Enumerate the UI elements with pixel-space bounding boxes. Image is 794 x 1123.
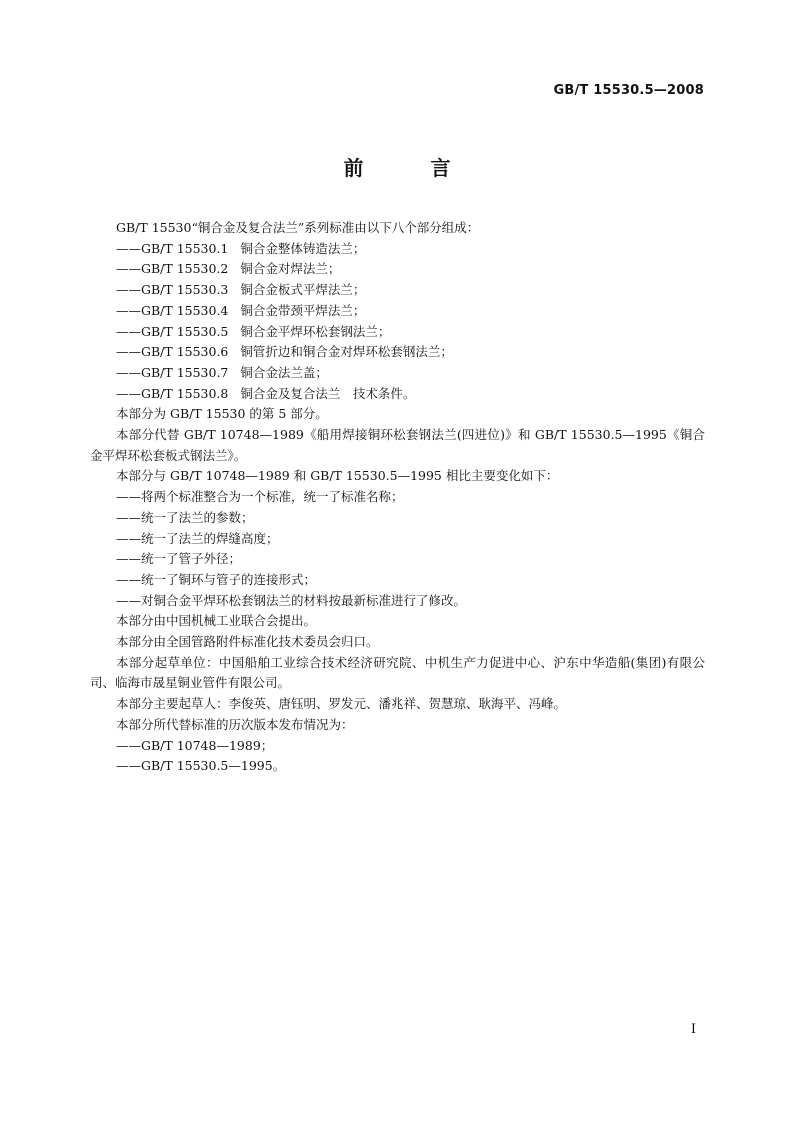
part-item: [90, 301, 705, 322]
drafting-units-paragraph: 本部分起草单位：中国船舶工业综合技术经济研究院、中机生产力促进中心、沪东中华造船(集团)有限公司、临海市晟星铜业管件有限公司。: [90, 654, 705, 691]
managed-by-paragraph: 本部分由全国管路附件标准化技术委员会归口。: [116, 634, 379, 650]
part-item: [90, 384, 705, 405]
part-name: 铜合金整体铸造法兰；: [240, 240, 366, 256]
part-item: [90, 342, 705, 363]
part-name: 铜合金对焊法兰；: [240, 261, 341, 277]
change-item: ——统一了铜环与管子的连接形式；: [116, 571, 317, 587]
part-name: 铜合金平焊环松套钢法兰；: [240, 323, 391, 339]
part-code: ——GB/T 15530.1: [116, 240, 229, 256]
proposed-by-paragraph: 本部分由中国机械工业联合会提出。: [116, 613, 317, 629]
replaces-paragraph: 本部分代替 GB/T 10748—1989《船用焊接铜环松套钢法兰(四进位)》和 GB/T 15530.5—1995《铜合金平焊环松套板式钢法兰》。: [90, 427, 705, 463]
part-code: ——GB/T 15530.4: [116, 302, 229, 318]
change-item: ——统一了法兰的参数；: [116, 509, 254, 525]
part-name: 铜合金带颈平焊法兰；: [240, 302, 366, 318]
history-intro-paragraph: 本部分所代替标准的历次版本发布情况为：: [116, 716, 354, 732]
change-item: ——将两个标准整合为一个标准，统一了标准名称；: [116, 489, 404, 505]
page-number: I: [690, 1022, 696, 1037]
change-item: ——统一了法兰的焊缝高度；: [116, 530, 279, 546]
history-item: ——GB/T 10748—1989；: [116, 737, 274, 753]
part-item: [90, 363, 705, 384]
part-name: 铜合金及复合法兰 技术条件。: [240, 385, 416, 401]
history-item: ——GB/T 15530.5—1995。: [116, 758, 286, 774]
part-item: [90, 322, 705, 343]
part-code: ——GB/T 15530.5: [116, 323, 229, 339]
part-code: ——GB/T 15530.3: [116, 282, 229, 298]
this-part-paragraph: 本部分为 GB/T 15530 的第 5 部分。: [116, 406, 328, 422]
page-title: 前 言: [343, 156, 481, 180]
part-name: 铜合金法兰盖；: [240, 364, 328, 380]
changes-intro-paragraph: 本部分与 GB/T 10748—1989 和 GB/T 15530.5—1995 相比主要变化如下：: [116, 468, 559, 484]
part-code: ——GB/T 15530.2: [116, 261, 229, 277]
part-name: 铜合金板式平焊法兰；: [240, 282, 366, 298]
part-name: 铜管折边和铜合金对焊环松套钢法兰；: [240, 344, 453, 360]
part-code: ——GB/T 15530.7: [116, 364, 229, 380]
drafters-paragraph: 本部分主要起草人：李俊英、唐钰明、罗发元、潘兆祥、贺慧琼、耿海平、冯峰。: [116, 696, 567, 712]
change-item: ——对铜合金平焊环松套钢法兰的材料按最新标准进行了修改。: [116, 592, 467, 608]
standard-code: GB/T 15530.5—2008: [553, 83, 704, 98]
part-code: ——GB/T 15530.6: [116, 344, 229, 360]
part-item: [90, 239, 705, 260]
part-item: [90, 259, 705, 280]
part-code: ——GB/T 15530.8: [116, 385, 229, 401]
foreword-body: [90, 218, 705, 777]
intro-paragraph: GB/T 15530“铜合金及复合法兰”系列标准由以下八个部分组成：: [116, 220, 480, 235]
part-item: [90, 280, 705, 301]
change-item: ——统一了管子外径；: [116, 551, 242, 567]
